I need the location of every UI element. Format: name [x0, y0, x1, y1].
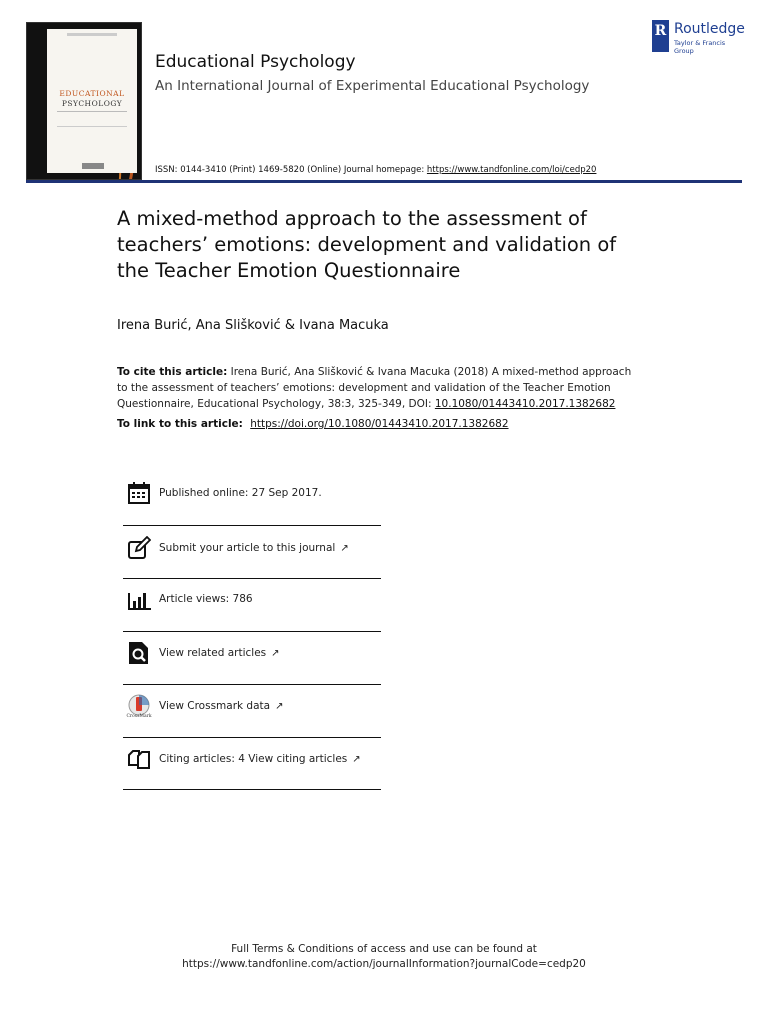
cover-title-line2: PSYCHOLOGY [61, 99, 123, 108]
cover-title-line1: EDUCATIONAL [59, 89, 125, 98]
related-articles-row[interactable] [123, 627, 381, 679]
issn-line [155, 165, 596, 175]
journal-subtitle: An International Journal of Experimental Educational Psychology [155, 78, 590, 94]
article-title [117, 206, 677, 284]
external-link-icon: ↗ [275, 701, 284, 712]
cite-label: To cite this article: [117, 366, 228, 378]
publisher-name: Routledge [674, 21, 745, 37]
cover-publisher-logo [82, 163, 104, 169]
related-articles-link[interactable] [159, 647, 280, 659]
citing-icon [127, 747, 151, 771]
journal-homepage-link[interactable]: https://www.tandfonline.com/loi/cedp20 [426, 165, 597, 175]
bar-chart-icon [127, 587, 151, 611]
citing-articles-row[interactable] [123, 733, 381, 785]
journal-title: Educational Psychology [155, 52, 356, 72]
citing-articles-link[interactable] [159, 753, 361, 765]
citation-block [117, 364, 657, 412]
cover-page [47, 29, 137, 173]
submit-article-label: Submit your article to this journal [159, 542, 336, 554]
routledge-logo[interactable] [652, 20, 747, 55]
published-online-row [123, 467, 381, 519]
routledge-r-icon: R [652, 20, 669, 52]
crossmark-link[interactable] [159, 700, 283, 712]
crossmark-caption: CrossMark [126, 714, 152, 719]
cite-text-line: Irena Burić, Ana Slišković & Ivana Macuka (2018) A mixed-method approach [230, 366, 632, 378]
article-authors: Irena Burić, Ana Slišković & Ivana Macuka [117, 318, 389, 333]
link-line [117, 418, 509, 430]
info-divider [123, 789, 381, 790]
footer-terms-text: Full Terms & Conditions of access and use can be found at [231, 943, 537, 955]
journal-cover-image [26, 22, 142, 180]
cite-text-line: Questionnaire, Educational Psychology, 38:3, 325-349, DOI: [117, 398, 432, 410]
crossmark-row[interactable] [123, 680, 381, 732]
article-title-line: the Teacher Emotion Questionnaire [117, 259, 461, 282]
published-online-label: Published online: 27 Sep 2017. [159, 487, 322, 499]
article-views-label: Article views: 786 [159, 593, 253, 605]
submit-article-link[interactable] [159, 542, 349, 554]
cover-volume-line [67, 33, 117, 36]
calendar-icon [127, 481, 151, 505]
crossmark-label: View Crossmark data [159, 700, 271, 712]
doi-link[interactable]: 10.1080/01443410.2017.1382682 [434, 398, 616, 410]
related-articles-label: View related articles [159, 647, 267, 659]
cite-text-line: to the assessment of teachers’ emotions: development and validation of the Teacher Emotion [117, 382, 611, 394]
article-title-line: A mixed-method approach to the assessment of [117, 207, 587, 230]
external-link-icon: ↗ [352, 754, 361, 765]
link-label: To link to this article: [117, 418, 243, 430]
external-link-icon: ↗ [271, 648, 280, 659]
publisher-subtitle: Taylor & Francis Group [674, 39, 726, 55]
article-link[interactable]: https://doi.org/10.1080/01443410.2017.1382682 [250, 418, 509, 430]
issn-text: ISSN: 0144-3410 (Print) 1469-5820 (Online) Journal homepage: [155, 165, 425, 175]
article-title-line: teachers’ emotions: development and validation of [117, 233, 617, 256]
article-views-row [123, 573, 381, 625]
header-divider [26, 180, 742, 183]
edit-icon [127, 536, 151, 560]
footer-terms-link[interactable]: https://www.tandfonline.com/action/journalInformation?journalCode=cedp20 [182, 958, 586, 970]
search-document-icon [127, 641, 151, 665]
submit-article-row[interactable] [123, 522, 381, 574]
citing-articles-label: Citing articles: 4 View citing articles [159, 753, 348, 765]
cover-subtitle-lines [57, 111, 127, 127]
external-link-icon: ↗ [340, 543, 349, 554]
